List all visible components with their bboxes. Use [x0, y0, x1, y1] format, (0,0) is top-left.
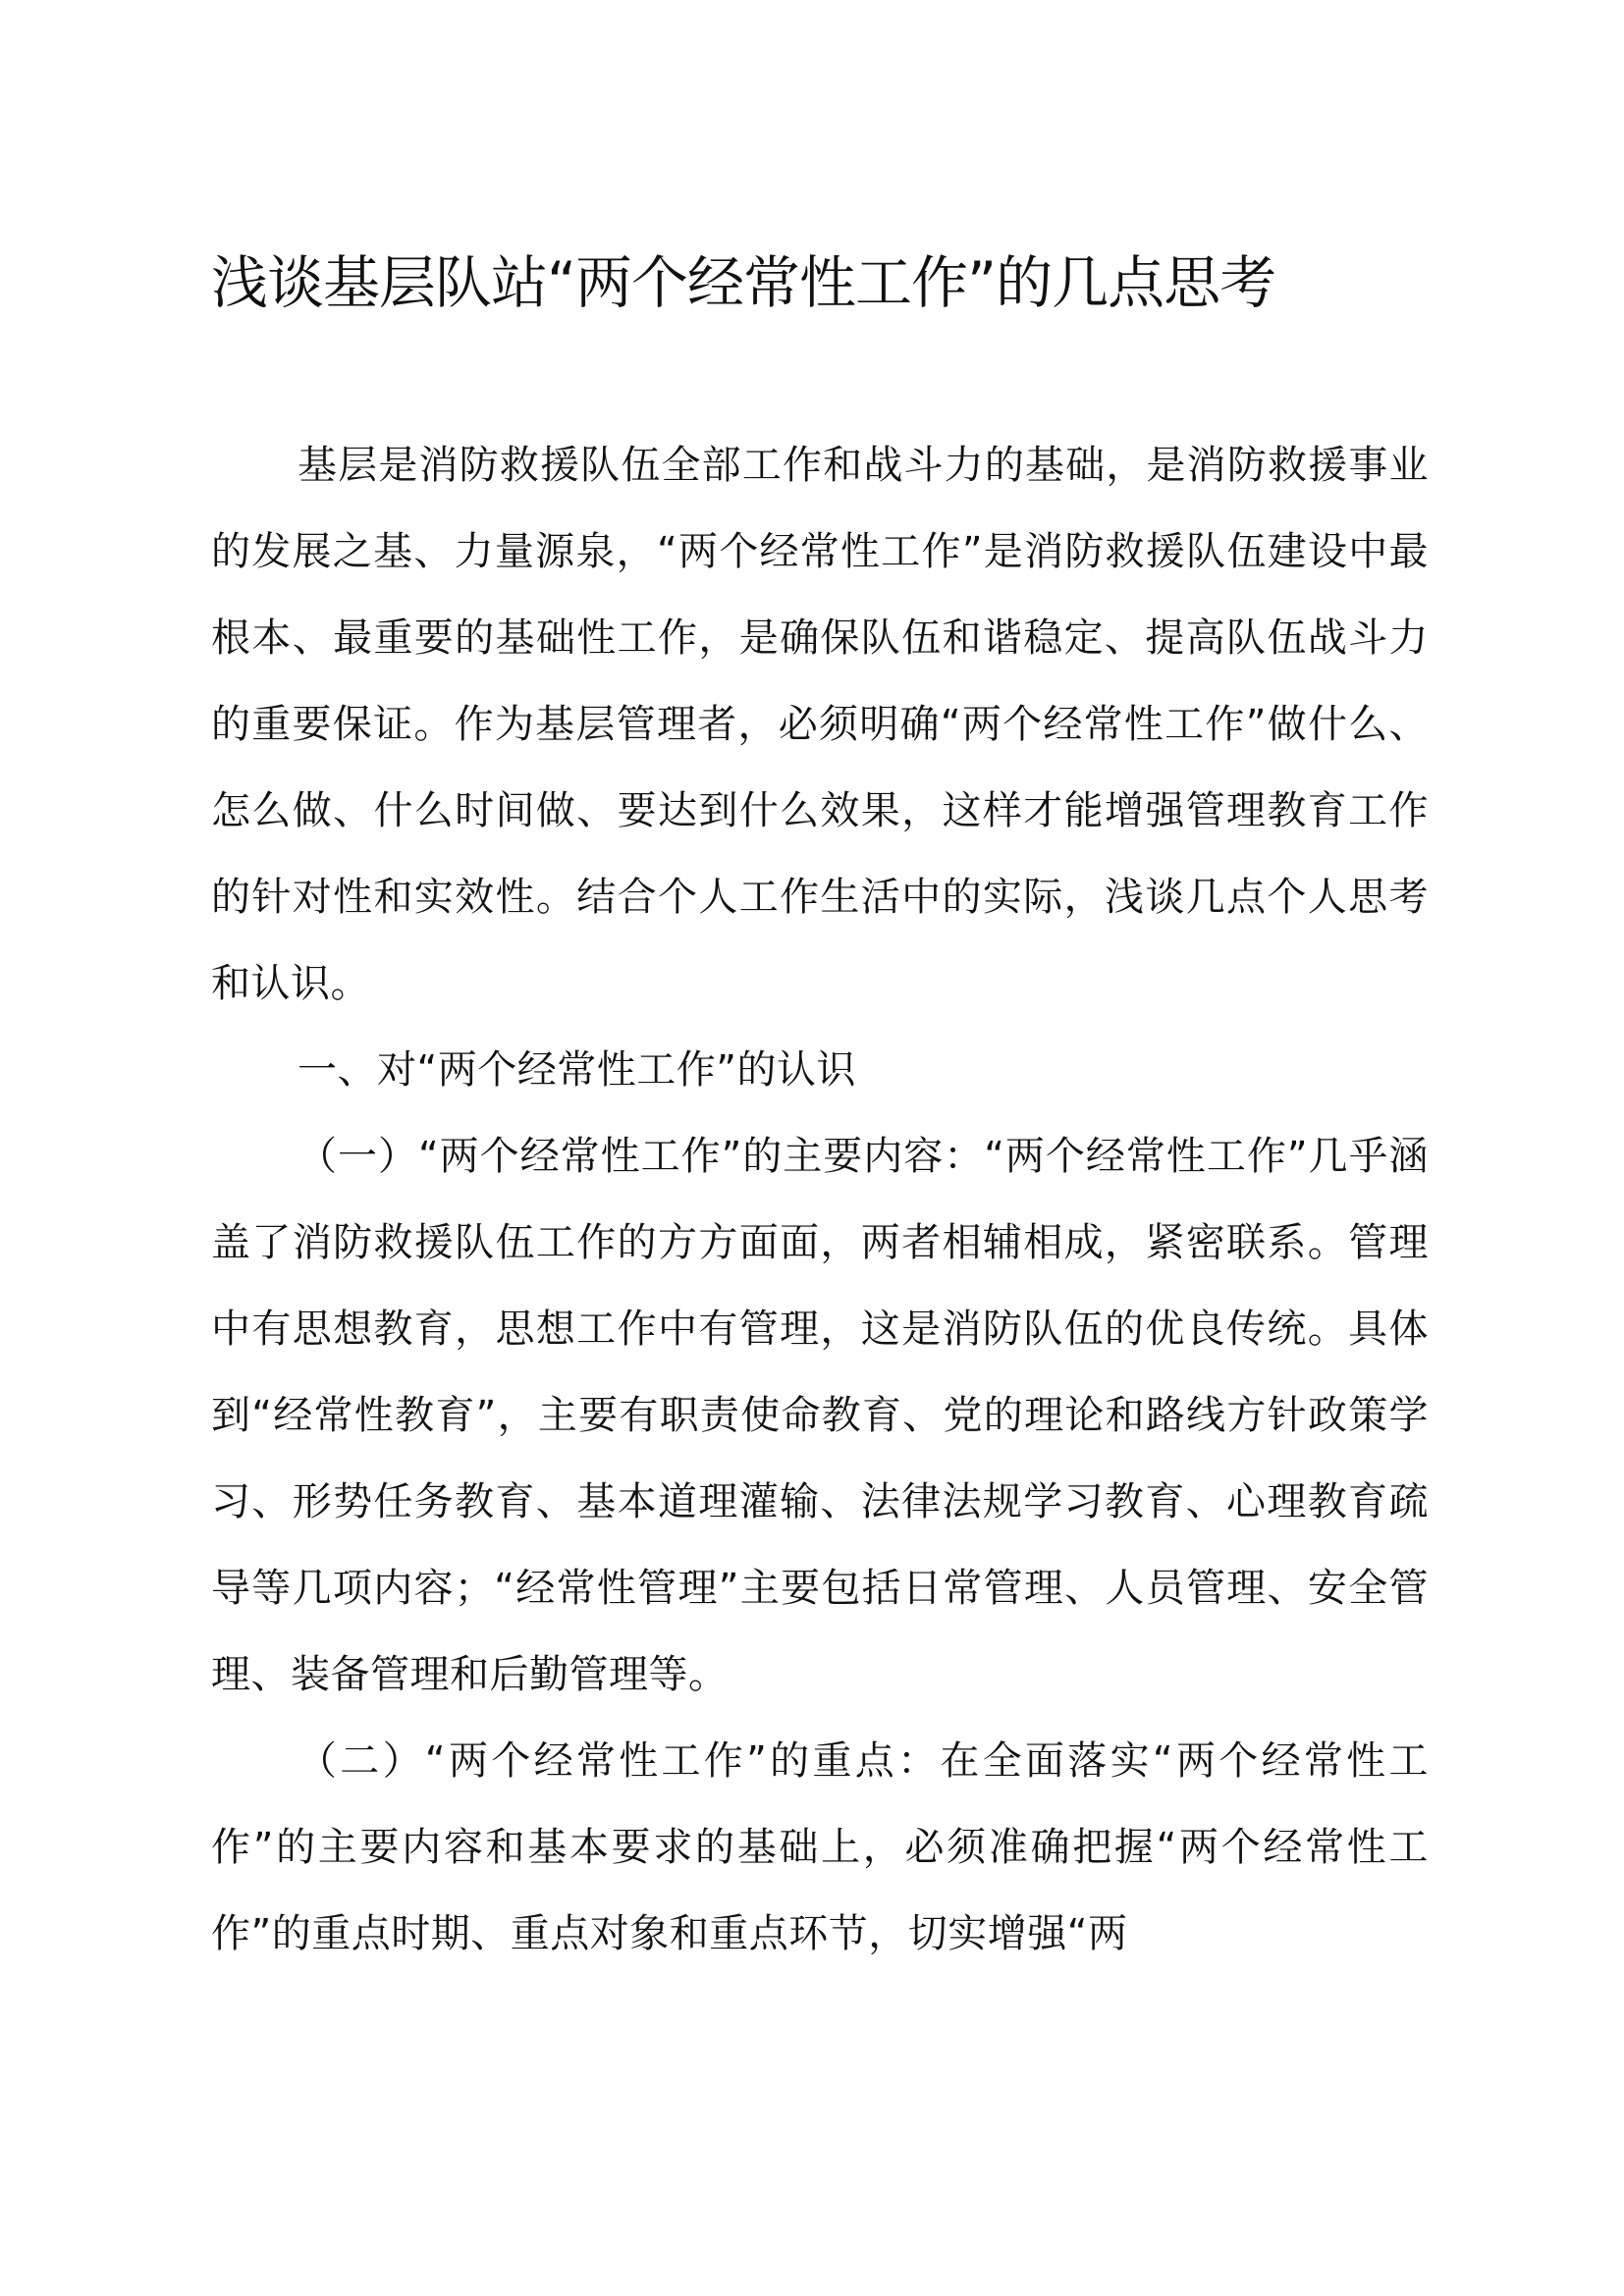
document-body: [211, 422, 1429, 1977]
intro-paragraph: 基层是消防救援队伍全部工作和战斗力的基础，是消防救援事业的发展之基、力量源泉，“两个经常性工作”是消防救援队伍建设中最根本、最重要的基础性工作，是确保队伍和谐稳定、提高队伍战斗力的重要保证。作为基层管理者，必须明确“两个经常性工作”做什么、怎么做、什么时间做、要达到什么效果，这样才能增强管理教育工作的针对性和实效性。结合个人工作生活中的实际，浅谈几点个人思考和认识。: [211, 443, 1429, 1006]
section-heading-1: 一、对“两个经常性工作”的认识: [298, 1047, 856, 1093]
subsection-paragraph-2: （二）“两个经常性工作”的重点：在全面落实“两个经常性工作”的主要内容和基本要求的基础上，必须准确把握“两个经常性工作”的重点时期、重点对象和重点环节，切实增强“两: [211, 1738, 1429, 1956]
document-title: 浅谈基层队站“两个经常性工作”的几点思考: [211, 249, 1276, 316]
subsection-paragraph-1: （一）“两个经常性工作”的主要内容：“两个经常性工作”几乎涵盖了消防救援队伍工作的方方面面，两者相辅相成，紧密联系。管理中有思想教育，思想工作中有管理，这是消防队伍的优良传统。具体到“经常性教育”，主要有职责使命教育、党的理论和路线方针政策学习、形势任务教育、基本道理灌输、法律法规学习教育、心理教育疏导等几项内容；“经常性管理”主要包括日常管理、人员管理、安全管理、装备管理和后勤管理等。: [211, 1134, 1429, 1697]
